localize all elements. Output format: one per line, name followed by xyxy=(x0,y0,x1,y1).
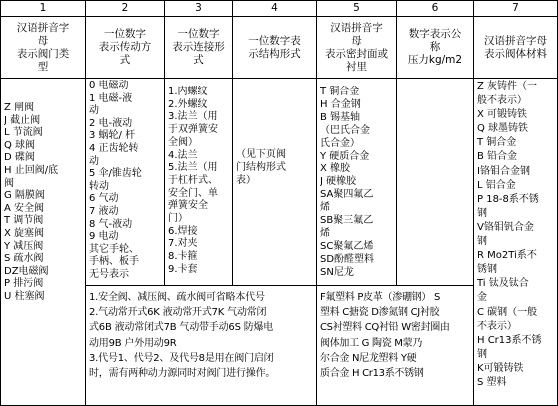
list-item: Ti 钛及钛合 xyxy=(477,278,529,290)
list-item: （巴氏合金 xyxy=(320,124,370,136)
list-item: 转动 xyxy=(89,180,109,192)
list-item: 于杠杆式、 xyxy=(168,174,218,186)
col-number-2: 2 xyxy=(121,2,129,14)
list-item: SD酚醛塑料 xyxy=(320,253,375,265)
header-body-material: 汉语拼音字母 表示阀体材料 xyxy=(484,34,547,60)
list-item: DZ电磁阀 xyxy=(4,265,49,277)
list-item: R Mo2Ti系不 xyxy=(477,250,537,262)
list-item: 2 电-液动 xyxy=(89,117,133,129)
list-item: B 锡基轴 xyxy=(320,111,361,123)
list-item: B 铅合金 xyxy=(477,151,518,163)
list-item: 3.法兰（用 xyxy=(168,111,218,123)
list-item: 2.外螺纹 xyxy=(168,98,208,110)
list-item: G 隔膜阀 xyxy=(4,190,45,202)
list-item: 于双弹簧安 xyxy=(168,124,218,136)
list-item: H 合金钢 xyxy=(320,98,361,110)
valve-type-list xyxy=(4,102,84,304)
list-item: 烯 xyxy=(320,227,330,239)
list-item: L 铝合金 xyxy=(477,179,516,191)
list-item: T 铜合金 xyxy=(477,137,517,149)
list-item: C 碳钢（一般 xyxy=(477,306,538,318)
list-item: 钢 xyxy=(477,207,487,219)
col-number-1: 1 xyxy=(39,2,47,14)
list-item: Q 球墨铸铁 xyxy=(477,123,529,135)
list-item: 1 电磁-液 xyxy=(89,92,133,104)
list-item: H Cr13系不锈 xyxy=(477,334,542,346)
list-item: 阀 xyxy=(4,177,14,189)
list-item: A 安全阀 xyxy=(4,202,45,214)
list-item: 烯 xyxy=(320,202,330,214)
list-item: Q 球阀 xyxy=(4,139,36,151)
body-material-list xyxy=(477,80,557,405)
list-item: 8 气-液动 xyxy=(89,218,133,230)
list-item: P 18-8系不锈 xyxy=(477,193,539,205)
list-item: 7.对夹 xyxy=(168,238,198,250)
list-item: Y 减压阀 xyxy=(4,240,44,252)
connection-type-list xyxy=(168,86,232,284)
list-item: 7 液动 xyxy=(89,205,119,217)
list-item: SB聚三氟乙 xyxy=(320,215,374,227)
header-seal-lining: 汉语拼音字 母 表示密封面或 衬里 xyxy=(325,21,388,73)
list-item: 9 电动 xyxy=(89,231,119,243)
col-number-5: 5 xyxy=(353,2,360,14)
list-item: 4.法兰 xyxy=(168,149,198,161)
col-number-7: 7 xyxy=(512,2,519,14)
list-item: X 旋塞阀 xyxy=(4,227,45,239)
list-item: SN尼龙 xyxy=(320,266,354,278)
list-item: Y 硬质合金 xyxy=(320,150,370,162)
list-item: 无号表示 xyxy=(89,268,129,280)
structure-type-note: （见下页阀 门结构形式 表） xyxy=(236,149,286,186)
list-item: S 疏水阀 xyxy=(4,253,44,265)
header-drive-mode: 一位数字 表示传动方 式 xyxy=(98,28,152,66)
list-item: I铬钼合金钢 xyxy=(477,165,530,177)
list-item: 弹簧安全 xyxy=(168,200,208,212)
seal-lining-list xyxy=(320,86,396,284)
list-item: J 硬橡胶 xyxy=(320,176,357,188)
list-item: 不表示） xyxy=(477,320,517,332)
list-item: 动 xyxy=(89,105,99,117)
header-connection-type: 一位数字 表示连接形 式 xyxy=(172,28,225,66)
list-item: 6 气动 xyxy=(89,193,119,205)
list-item: 1.内螺纹 xyxy=(168,86,208,97)
list-item: Z 闸阀 xyxy=(4,102,35,113)
list-item: 金 xyxy=(477,292,487,304)
col-number-3: 3 xyxy=(195,2,202,14)
list-item: 8.卡箍 xyxy=(168,251,198,263)
list-item: L 节流阀 xyxy=(4,127,43,139)
list-item: T 铜合金 xyxy=(320,86,360,97)
list-item: 钢 xyxy=(477,348,487,360)
list-item: 5.法兰（用 xyxy=(168,162,218,174)
drive-mode-list xyxy=(89,80,164,284)
list-item: S 塑料 xyxy=(477,376,507,388)
list-item: 3 蜗轮/ 杆 xyxy=(89,130,136,142)
seal-notes: F氟塑料 P皮革（渗硼钢） S 塑料 C搪瓷 D渗氮钢 CJ衬胶 CS衬塑料 CQ衬铅 W密封圈由 阀体加工 G 陶瓷 M蒙乃 尔合金 N尼龙塑料 Y硬 质合金 H Cr13系不锈钢 xyxy=(320,292,450,380)
list-item: 9.卡套 xyxy=(168,263,198,275)
list-item: P 排污阀 xyxy=(4,278,44,290)
list-item: 氏合金） xyxy=(320,137,360,149)
col-number-4: 4 xyxy=(271,2,278,14)
list-item: 0 电磁动 xyxy=(89,80,129,91)
list-item: SA聚四氟乙 xyxy=(320,189,374,201)
list-item: 安全门、单 xyxy=(168,187,218,199)
list-item: J 截止阀 xyxy=(4,114,41,126)
list-item: 6.焊接 xyxy=(168,225,198,237)
list-item: SC聚氟乙烯 xyxy=(320,240,374,252)
header-structure-type: 一位数字表 示结构形式 xyxy=(248,34,301,60)
list-item: 锈钢 xyxy=(477,264,497,276)
header-nominal-pressure: 数字表示公 称 压力kg/m2 xyxy=(407,28,463,66)
drive-notes: 1.安全阀、减压阀、疏水阀可省略本代号 2.气动常开式6K 液动常开式7K 气动常闭 式6B 液动常闭式7B 气动带手动6S 防爆电 动用9B 户外用动9R 3.代号1、代号2、及代号8是用在阀门启闭 时，需有两种动力源同时对阀门进行操作。 xyxy=(89,292,276,380)
list-item: 门） xyxy=(168,213,188,225)
list-item: V铬钼钒合金 xyxy=(477,221,534,233)
list-item: 钢 xyxy=(477,236,487,248)
list-item: D 碟阀 xyxy=(4,152,35,164)
list-item: H 止回阀/底 xyxy=(4,164,59,176)
list-item: 5 伞/锥齿轮 xyxy=(89,168,142,180)
list-item: T 调节阀 xyxy=(4,215,44,227)
list-item: U 柱塞阀 xyxy=(4,290,45,302)
list-item: 其它手轮、 xyxy=(89,243,139,255)
list-item: 动 xyxy=(89,155,99,167)
list-item: 4 正齿轮转 xyxy=(89,142,139,154)
list-item: 手柄、板手 xyxy=(89,256,139,268)
list-item: 全阀） xyxy=(168,136,198,148)
list-item: 般不表示） xyxy=(477,95,527,107)
list-item: Z 灰铸件（一 xyxy=(477,81,538,92)
list-item: K可锻铸铁 xyxy=(477,362,524,374)
list-item: X 可锻铸铁 xyxy=(477,109,528,121)
list-item: X 橡胶 xyxy=(320,163,351,175)
header-valve-type: 汉语拼音字 母 表示阀门类 型 xyxy=(16,21,70,73)
col-number-6: 6 xyxy=(431,2,439,14)
